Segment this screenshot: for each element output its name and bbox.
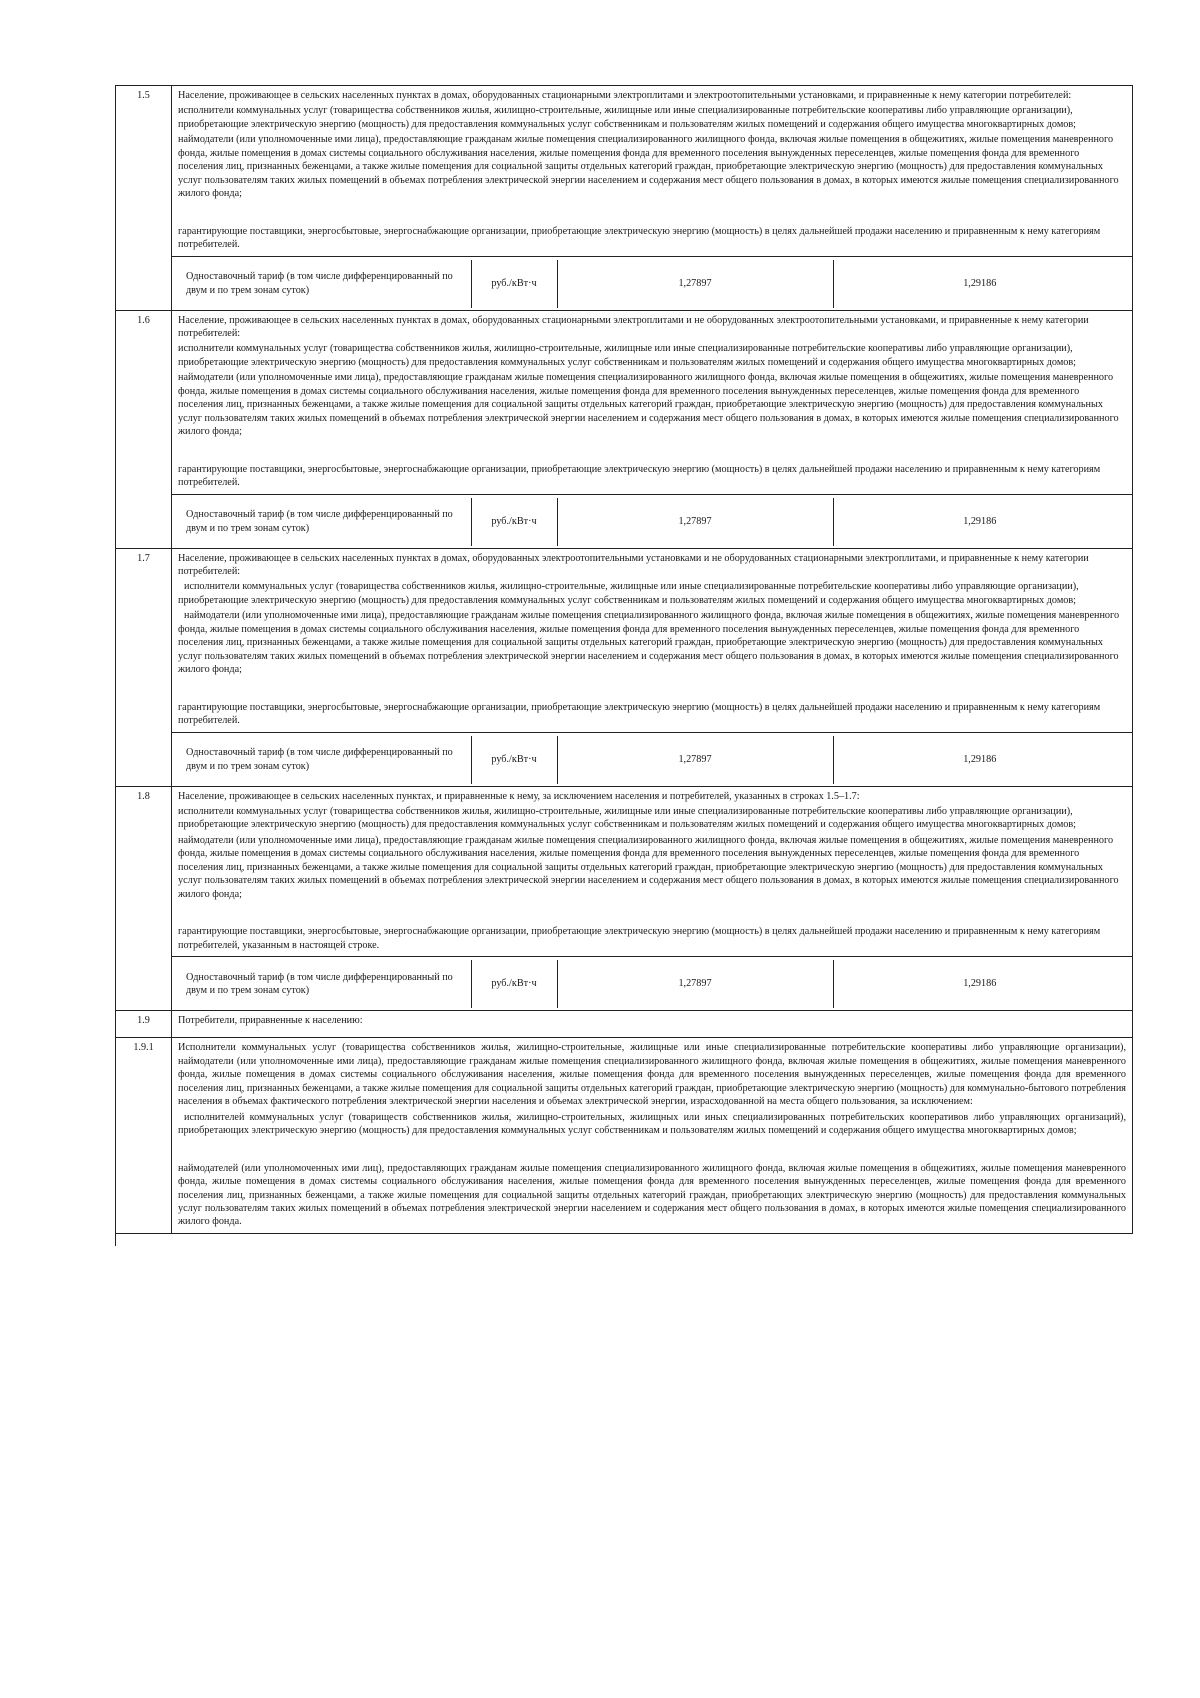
tariff-value-second-half: 1,29186 xyxy=(833,498,1126,546)
tariff-value-first-half: 1,27897 xyxy=(557,736,833,784)
row-description xyxy=(172,310,1133,494)
tariff-value-second-half: 1,29186 xyxy=(833,260,1126,308)
tariff-row-1-6 xyxy=(116,494,1133,548)
row-description xyxy=(172,548,1133,732)
category-item: исполнители коммунальных услуг (товарищества собственников жилья, жилищно-строительные, жилищные или иные специализированные потребительские кооперативы либо управляющие организации), приобретающие электрическую энергию (мощность) для предоставления коммунальных услуг собственникам и пользователям жилых помещений и содержания общего имущества многоквартирных домов; xyxy=(178,805,1077,831)
category-heading: Население, проживающее в сельских населенных пунктах, и приравненные к нему, за исключением населения и потребителей, указанных в строках 1.5–1.7: xyxy=(178,790,860,802)
row-number: 1.6 xyxy=(116,310,172,548)
page-continuation xyxy=(116,1233,1133,1246)
tariff-unit: руб./кВт·ч xyxy=(471,736,557,784)
tariff-name: Одноставочный тариф (в том числе дифференцированный по двум и по трем зонам суток) xyxy=(186,509,453,534)
tariff-row-1-7 xyxy=(116,732,1133,786)
category-item: наймодатели (или уполномоченные ими лица), предоставляющие гражданам жилые помещения специализированного жилищного фонда, включая жилые помещения в общежитиях, жилые помещения маневренного фонда, жилые помещения в домах системы социального обслуживания населения, жилые помещения фонда для временного поселения вынужденных переселенцев, жилые помещения фонда для временного поселения лиц, признанных беженцами, а также жилые помещения для социальной защиты отдельных категорий граждан, приобретающие электрическую энергию (мощность) для предоставления коммунальных услуг пользователям таких жилых помещений в объемах потребления электрической энергии населением и содержания мест общего пользования в домах, в которых имеются жилые помещения специализированного жилого фонда; xyxy=(178,134,1119,200)
category-heading: Население, проживающее в сельских населенных пунктах в домах, оборудованных стационарными электроплитами и электроотопительными установками, и приравненные к нему категории потребителей: xyxy=(178,90,1072,101)
row-number: 1.7 xyxy=(116,548,172,786)
row-number: 1.8 xyxy=(116,786,172,1011)
row-description xyxy=(172,786,1133,957)
category-item: исполнители коммунальных услуг (товарищества собственников жилья, жилищно-строительные, жилищные или иные специализированные потребительские кооперативы либо управляющие организации), приобретающие электрическую энергию (мощность) для предоставления коммунальных услуг собственникам и пользователям жилых помещений и содержания общего имущества многоквартирных домов; xyxy=(178,105,1077,130)
tariff-unit: руб./кВт·ч xyxy=(471,960,557,1008)
category-heading: Население, проживающее в сельских населенных пунктах в домах, оборудованных стационарными электроплитами и не оборудованных электроотопительными установками, и приравненные к нему категории потребителей: xyxy=(178,314,1089,339)
category-item: наймодатели (или уполномоченные ими лица), предоставляющие гражданам жилые помещения специализированного жилищного фонда, включая жилые помещения в общежитиях, жилые помещения маневренного фонда, жилые помещения в домах системы социального обслуживания населения, жилые помещения фонда для временного поселения вынужденных переселенцев, жилые помещения фонда для временного поселения лиц, признанных беженцами, а также жилые помещения для социальной защиты отдельных категорий граждан, приобретающие электрическую энергию (мощность) для предоставления коммунальных услуг пользователям таких жилых помещений в объемах потребления электрической энергии населением и содержания мест общего пользования в домах, в которых имеются жилые помещения специализированного жилого фонда; xyxy=(178,610,1120,676)
tariff-value-first-half: 1,27897 xyxy=(557,960,833,1008)
row-number: 1.9.1 xyxy=(116,1038,172,1233)
tariff-row-1-8 xyxy=(116,957,1133,1011)
row-1-7 xyxy=(116,548,1133,732)
tariff-value-second-half: 1,29186 xyxy=(833,960,1126,1008)
category-heading: Население, проживающее в сельских населенных пунктах в домах, оборудованных электроотопительными установками и не оборудованных стационарными электроплитами, и приравненные к нему категории потребителей: xyxy=(178,552,1089,577)
category-item: наймодатели (или уполномоченные ими лица), предоставляющие гражданам жилые помещения специализированного жилищного фонда, включая жилые помещения в общежитиях, жилые помещения маневренного фонда, жилые помещения в домах системы социального обслуживания населения, жилые помещения фонда для временного поселения вынужденных переселенцев, жилые помещения фонда для временного поселения лиц, признанных беженцами, а также жилые помещения для социальной защиты отдельных категорий граждан, приобретающие электрическую энергию (мощность) для предоставления коммунальных услуг пользователям таких жилых помещений в объемах потребления электрической энергии населением и содержания мест общего пользования в домах, в которых имеются жилые помещения специализированного жилого фонда; xyxy=(178,372,1119,438)
tariff-name: Одноставочный тариф (в том числе дифференцированный по двум и по трем зонам суток) xyxy=(186,271,453,296)
tariff-name: Одноставочный тариф (в том числе дифференцированный по двум и по трем зонам суток) xyxy=(186,971,453,997)
tariff-value-first-half: 1,27897 xyxy=(557,498,833,546)
category-item: гарантирующие поставщики, энергосбытовые, энергоснабжающие организации, приобретающие электрическую энергию (мощность) в целях дальнейшей продажи населению и приравненным к нему категориям потребителей. xyxy=(178,225,1101,251)
category-item: исполнителей коммунальных услуг (товариществ собственников жилья, жилищно-строительных, жилищных или иных специализированных потребительских кооперативов либо управляющих организаций), приобретающих электрическую энергию (мощность) для предоставления коммунальных услуг собственникам и пользователям жилых помещений и содержания общего имущества многоквартирных домов; xyxy=(178,1111,1126,1137)
category-item: наймодателей (или уполномоченных ими лиц), предоставляющих гражданам жилые помещения специализированного жилищного фонда, включая жилые помещения в общежитиях, жилые помещения маневренного фонда, жилые помещения в домах системы социального обслуживания населения, жилые помещения фонда для временного поселения вынужденных переселенцев, жилые помещения фонда для временного поселения лиц, признанных беженцами, а также жилые помещения для социальной защиты отдельных категорий граждан, приобретающих электрическую энергию (мощность) для предоставления коммунальных услуг пользователям таких жилых помещений в объемах потребления электрической энергии населением и содержания мест общего пользования в домах, в которых имеются жилые помещения специализированного жилого фонда. xyxy=(178,1162,1126,1228)
row-description xyxy=(172,86,1133,257)
category-item: исполнители коммунальных услуг (товарищества собственников жилья, жилищно-строительные, жилищные или иные специализированные потребительские кооперативы либо управляющие организации), приобретающие электрическую энергию (мощность) для предоставления коммунальных услуг собственникам и пользователям жилых помещений и содержания общего имущества многоквартирных домов; xyxy=(178,581,1079,606)
tariff-value-second-half: 1,29186 xyxy=(833,736,1126,784)
row-number: 1.5 xyxy=(116,86,172,311)
category-item: гарантирующие поставщики, энергосбытовые, энергоснабжающие организации, приобретающие электрическую энергию (мощность) в целях дальнейшей продажи населению и приравненным к нему категориям потребителей. xyxy=(178,701,1101,727)
category-heading: Исполнители коммунальных услуг (товарищества собственников жилья, жилищно-строительные, жилищные или иные специализированные потребительские кооперативы либо управляющие организации), наймодатели (или уполномоченные ими лица), предоставляющие гражданам жилые помещения специализированного жилищного фонда, включая жилые помещения в общежитиях, жилые помещения маневренного фонда, жилые помещения в домах системы социального обслуживания населения, жилые помещения фонда для временного поселения вынужденных переселенцев, жилые помещения фонда для временного поселения лиц, признанных беженцами, а также жилые помещения для социальной защиты отдельных категорий граждан, приобретающие электрическую энергию (мощность) для коммунально-бытового потребления населения в объемах фактического потребления электрической энергии населения и объемах электрической энергии, израсходованной на места общего пользования, за исключением: xyxy=(178,1042,1126,1108)
row-1-6 xyxy=(116,310,1133,494)
row-1-8 xyxy=(116,786,1133,957)
row-description xyxy=(172,1038,1133,1233)
tariff-unit: руб./кВт·ч xyxy=(471,498,557,546)
category-item: наймодатели (или уполномоченные ими лица), предоставляющие гражданам жилые помещения специализированного жилищного фонда, включая жилые помещения в общежитиях, жилые помещения маневренного фонда, жилые помещения в домах системы социального обслуживания населения, жилые помещения фонда для временного поселения вынужденных переселенцев, жилые помещения фонда для временного поселения лиц, признанных беженцами, а также жилые помещения для социальной защиты отдельных категорий граждан, приобретающие электрическую энергию (мощность) для предоставления коммунальных услуг пользователям таких жилых помещений в объемах потребления электрической энергии населением и содержания мест общего пользования в домах, в которых имеются жилые помещения специализированного жилого фонда; xyxy=(178,834,1119,900)
category-item: исполнители коммунальных услуг (товарищества собственников жилья, жилищно-строительные, жилищные или иные специализированные потребительские кооперативы либо управляющие организации), приобретающие электрическую энергию (мощность) для предоставления коммунальных услуг собственникам и пользователям жилых помещений и содержания общего имущества многоквартирных домов; xyxy=(178,343,1077,368)
row-1-5 xyxy=(116,86,1133,257)
tariff-unit: руб./кВт·ч xyxy=(471,260,557,308)
category-item: гарантирующие поставщики, энергосбытовые, энергоснабжающие организации, приобретающие электрическую энергию (мощность) в целях дальнейшей продажи населению и приравненным к нему категориям потребителей. xyxy=(178,463,1101,489)
row-description: Потребители, приравненные к населению: xyxy=(172,1011,1133,1038)
row-1-9-1 xyxy=(116,1038,1133,1233)
category-item: гарантирующие поставщики, энергосбытовые, энергоснабжающие организации, приобретающие электрическую энергию (мощность) в целях дальнейшей продажи населению и приравненным к нему категориям потребителей, указанным в настоящей строке. xyxy=(178,926,1101,951)
row-number: 1.9 xyxy=(116,1011,172,1038)
tariff-value-first-half: 1,27897 xyxy=(557,260,833,308)
tariff-name: Одноставочный тариф (в том числе дифференцированный по двум и по трем зонам суток) xyxy=(186,747,453,772)
tariff-row-1-5 xyxy=(116,256,1133,310)
row-1-9 xyxy=(116,1011,1133,1038)
tariff-table xyxy=(115,85,1133,1246)
